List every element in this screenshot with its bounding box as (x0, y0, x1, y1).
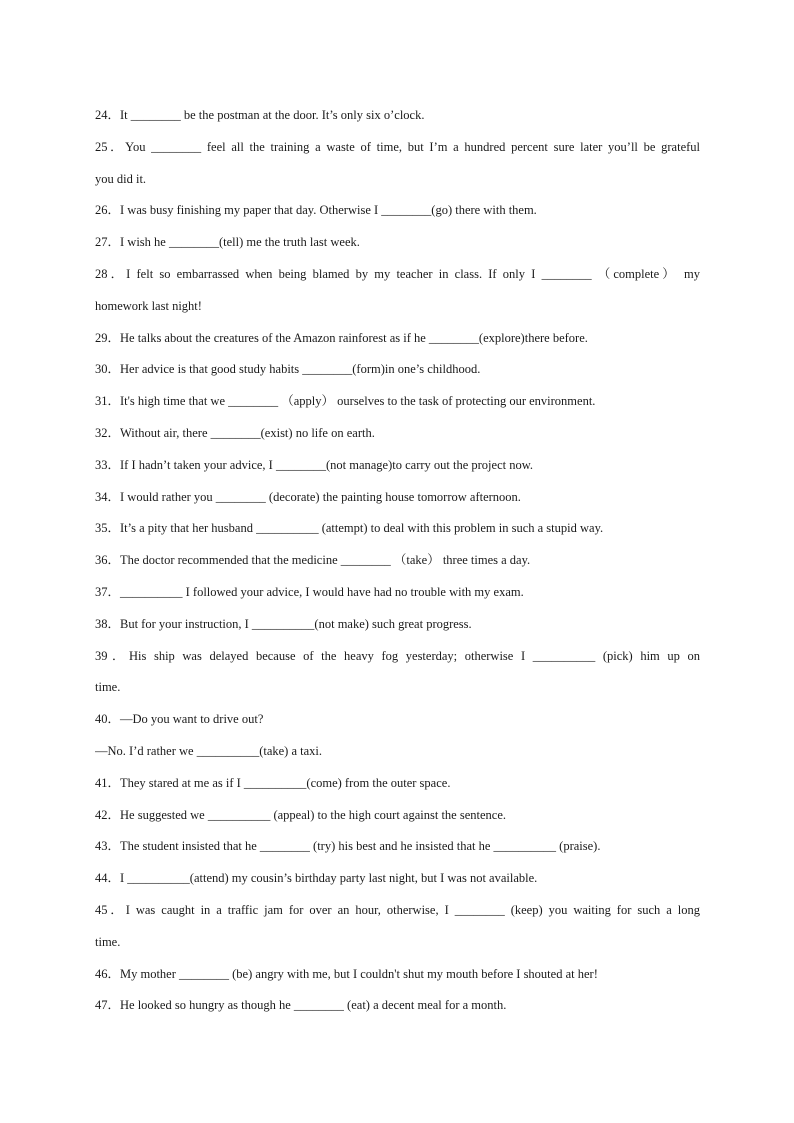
question-34 (95, 482, 700, 514)
question-line: 38．But for your instruction, I __________(not make) such great progress. (95, 616, 472, 631)
question-line: —No. I’d rather we __________(take) a taxi. (95, 743, 323, 758)
question-line: you did it. (95, 171, 147, 186)
question-line: 37．__________ I followed your advice, I would have had no trouble with my exam. (95, 584, 524, 599)
question-30 (95, 354, 700, 386)
question-47 (95, 990, 700, 1022)
question-32 (95, 418, 700, 450)
question-line: time. (95, 934, 121, 949)
question-line: 47．He looked so hungry as though he ________ (eat) a decent meal for a month. (95, 998, 507, 1013)
question-41 (95, 768, 700, 800)
question-42 (95, 800, 700, 832)
question-31 (95, 386, 700, 418)
question-line: 27．I wish he ________(tell) me the truth last week. (95, 235, 360, 250)
question-24 (95, 100, 700, 132)
question-line: 42．He suggested we __________ (appeal) to the high court against the sentence. (95, 807, 506, 822)
question-line: 41．They stared at me as if I __________(come) from the outer space. (95, 775, 451, 790)
question-line: 30．Her advice is that good study habits ________(form)in one’s childhood. (95, 362, 481, 377)
question-line: 24．It ________ be the postman at the door. It’s only six o’clock. (95, 108, 425, 122)
question-line: 46．My mother ________ (be) angry with me, but I couldn't shut my mouth before I shouted at her! (95, 966, 598, 981)
question-45 (95, 895, 700, 959)
question-line: 45．I was caught in a traffic jam for over an hour, otherwise, I ________ (keep) you waiting for such a long (95, 902, 700, 917)
question-line: 44．I __________(attend) my cousin’s birthday party last night, but I was not available. (95, 871, 538, 886)
question-line: 39．His ship was delayed because of the heavy fog yesterday; otherwise I __________ (pick) him up on (95, 648, 700, 663)
question-line: 36．The doctor recommended that the medicine ________ （take） three times a day. (95, 553, 531, 568)
question-29 (95, 323, 700, 355)
question-44 (95, 863, 700, 895)
question-line: 40．—Do you want to drive out? (95, 712, 264, 727)
question-38 (95, 609, 700, 641)
question-40 (95, 704, 700, 768)
question-line: homework last night! (95, 298, 202, 313)
question-line: 33．If I hadn’t taken your advice, I ________(not manage)to carry out the project now. (95, 457, 534, 472)
question-33 (95, 450, 700, 482)
question-43 (95, 831, 700, 863)
question-line: time. (95, 680, 121, 695)
question-27 (95, 227, 700, 259)
question-39 (95, 641, 700, 705)
question-36 (95, 545, 700, 577)
question-line: 26．I was busy finishing my paper that day. Otherwise I ________(go) there with them. (95, 203, 537, 218)
worksheet-page (95, 100, 700, 1022)
question-line: 43．The student insisted that he ________ (try) his best and he insisted that he __________ (praise). (95, 839, 601, 854)
question-line: 29．He talks about the creatures of the Amazon rainforest as if he ________(explore)there before. (95, 330, 588, 345)
question-line: 32．Without air, there ________(exist) no life on earth. (95, 425, 375, 440)
question-line: 28．I felt so embarrassed when being blamed by my teacher in class. If only I ________ （complete） my (95, 266, 700, 281)
question-35 (95, 513, 700, 545)
question-26 (95, 195, 700, 227)
question-line: 25．You ________ feel all the training a waste of time, but I’m a hundred percent sure later you’ll be grateful (95, 139, 700, 154)
question-25 (95, 132, 700, 196)
question-46 (95, 959, 700, 991)
question-line: 35．It’s a pity that her husband __________ (attempt) to deal with this problem in such a stupid way. (95, 521, 604, 536)
question-37 (95, 577, 700, 609)
question-line: 34．I would rather you ________ (decorate) the painting house tomorrow afternoon. (95, 489, 521, 504)
question-28 (95, 259, 700, 323)
question-line: 31．It's high time that we ________ （apply） ourselves to the task of protecting our environment. (95, 394, 596, 409)
